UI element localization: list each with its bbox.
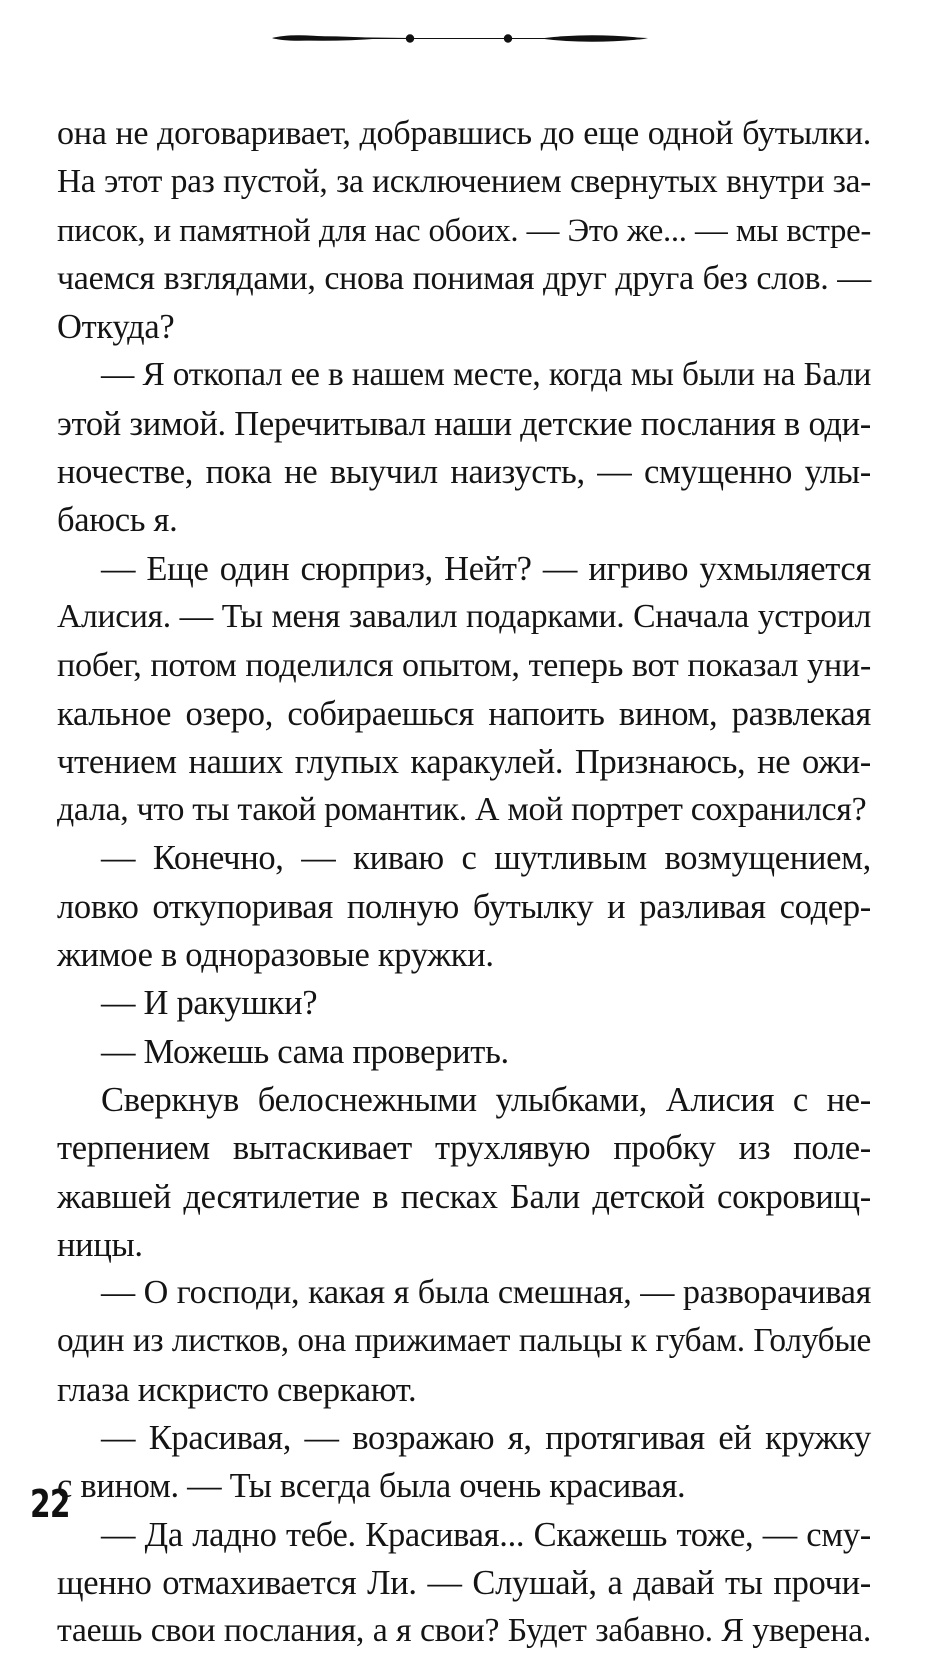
text-line: кальное озеро, собираешься напоить вином, развлекая: [57, 694, 871, 733]
text-line: дала, что ты такой романтик. А мой портрет сохранился?: [57, 791, 867, 829]
decorative-divider-icon: [270, 26, 650, 50]
text-line: глаза искристо сверкают.: [57, 1370, 417, 1409]
text-line: чаемся взглядами, снова понимая друг друга без слов. —: [57, 259, 871, 297]
text-line: — Конечно, — киваю с шутливым возмущением,: [101, 839, 871, 878]
text-line: — Я откопал ее в нашем месте, когда мы были на Бали: [101, 356, 871, 394]
text-line: побег, потом поделился опытом, теперь вот показал уни-: [57, 646, 871, 685]
text-line: она не договаривает, добравшись до еще одной бутылки.: [57, 115, 871, 152]
text-line: — Еще один сюрприз, Нейт? — игриво ухмыляется: [101, 549, 871, 588]
text-line: — О господи, какая я была смешная, — разворачивая: [101, 1274, 871, 1312]
text-line: чтением наших глупых каракулей. Признаюсь, не ожи-: [57, 742, 871, 781]
text-line: баюсь я.: [57, 501, 178, 540]
text-line: писок, и памятной для нас обоих. — Это же... — мы встре-: [57, 212, 871, 249]
text-line: ночестве, пока не выучил наизусть, — смущенно улы-: [57, 453, 871, 492]
text-line: с вином. — Ты всегда была очень красивая.: [57, 1467, 686, 1506]
text-line: На этот раз пустой, за исключением свернутых внутри за-: [57, 163, 871, 201]
text-line: таешь свои послания, а я свои? Будет забавно. Я уверена.: [57, 1612, 871, 1650]
text-line: этой зимой. Перечитывал наши детские послания в оди-: [57, 404, 871, 443]
text-line: терпением вытаскивает трухлявую пробку из поле-: [57, 1129, 871, 1168]
page-number: 22: [30, 1482, 70, 1526]
text-line: жимое в одноразовые кружки.: [57, 936, 494, 975]
text-line: Откуда?: [57, 308, 175, 347]
text-line: — Красивая, — возражаю я, протягивая ей кружку: [101, 1419, 871, 1458]
text-line: ницы.: [57, 1225, 143, 1264]
text-line: ловко откупоривая полную бутылку и разливая содер-: [57, 887, 871, 926]
text-line: — И ракушки?: [101, 984, 318, 1023]
text-line: Сверкнув белоснежными улыбками, Алисия с не-: [101, 1080, 871, 1119]
body-text: [57, 110, 871, 1656]
text-line: — Можешь сама проверить.: [101, 1032, 509, 1071]
text-line: — Да ладно тебе. Красивая... Скажешь тоже, — сму-: [101, 1515, 871, 1554]
text-line: один из листков, она прижимает пальцы к губам. Голубые: [57, 1322, 871, 1360]
text-line: Алисия. — Ты меня завалил подарками. Сначала устроил: [57, 597, 871, 635]
text-line: щенно отмахивается Ли. — Слушай, а давай ты прочи-: [57, 1563, 871, 1602]
text-line: жавшей десятилетие в песках Бали детской сокровищ-: [57, 1177, 871, 1216]
